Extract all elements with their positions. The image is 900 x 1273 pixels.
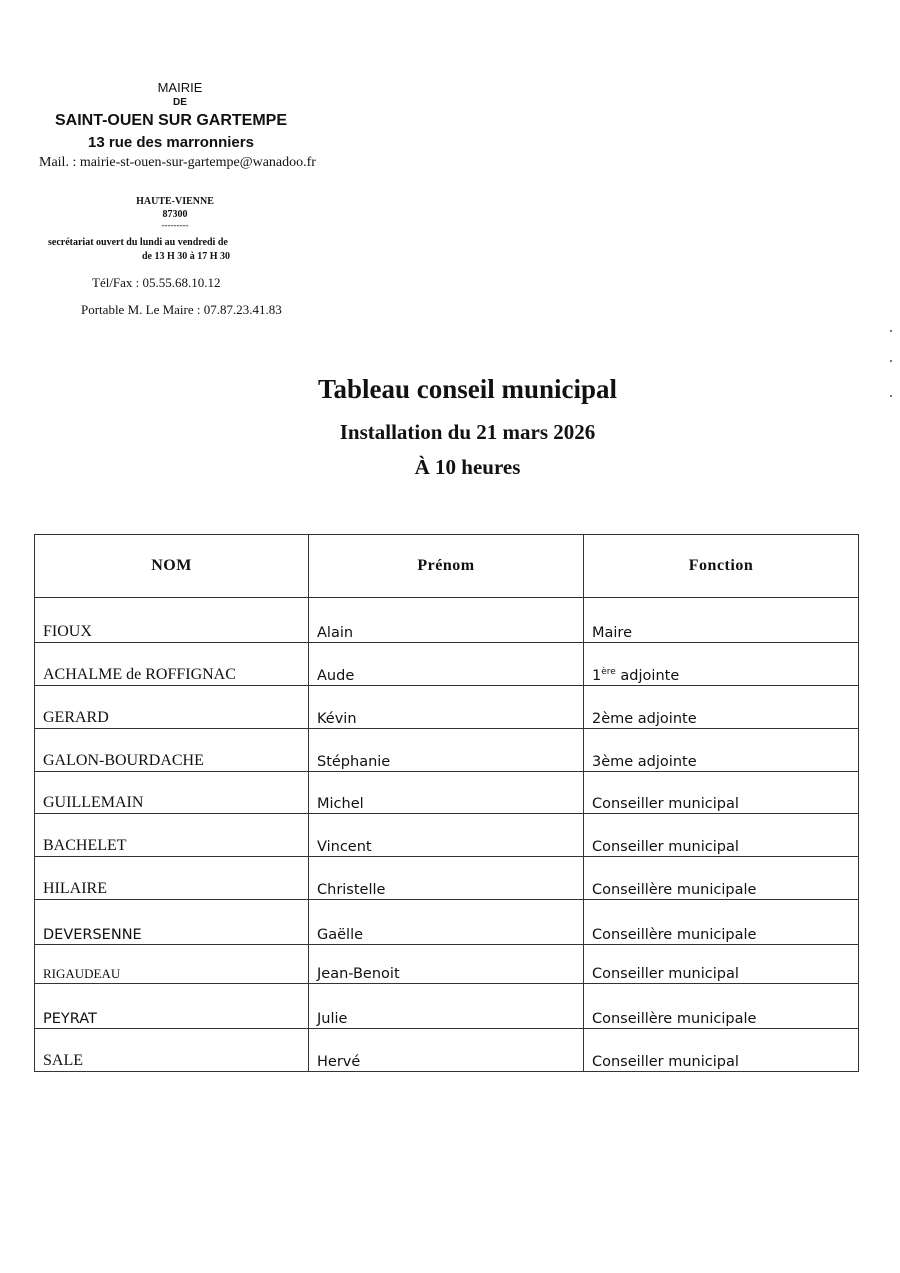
cell-prenom: Gaëlle — [309, 900, 584, 945]
cell-nom: ACHALME de ROFFIGNAC — [35, 643, 309, 686]
cell-nom: HILAIRE — [35, 857, 309, 900]
separator: --------- — [161, 220, 189, 230]
cell-fonction: Conseiller municipal — [584, 772, 859, 814]
scan-mark — [890, 395, 892, 397]
cell-fonction: Conseiller municipal — [584, 945, 859, 984]
cell-prenom: Aude — [309, 643, 584, 686]
table-row — [35, 1029, 859, 1072]
cell-prenom: Jean-Benoit — [309, 945, 584, 984]
table-row — [35, 598, 859, 643]
table-row — [35, 814, 859, 857]
header-prenom: Prénom — [309, 535, 584, 598]
address: 13 rue des marronniers — [88, 134, 254, 151]
cell-fonction: 2ème adjointe — [584, 686, 859, 729]
cell-fonction: Conseillère municipale — [584, 900, 859, 945]
header-nom: NOM — [35, 535, 309, 598]
council-table — [34, 534, 859, 1072]
cell-prenom: Hervé — [309, 1029, 584, 1072]
table-row — [35, 643, 859, 686]
cell-prenom: Julie — [309, 984, 584, 1029]
scan-mark — [890, 360, 892, 362]
cell-nom: SALE — [35, 1029, 309, 1072]
department: HAUTE-VIENNE — [136, 196, 214, 207]
cell-nom: BACHELET — [35, 814, 309, 857]
cell-fonction: Conseillère municipale — [584, 984, 859, 1029]
page-title: Tableau conseil municipal — [317, 374, 618, 404]
table-row — [35, 945, 859, 984]
cell-nom: PEYRAT — [35, 984, 309, 1029]
table-row — [35, 857, 859, 900]
cell-prenom: Christelle — [309, 857, 584, 900]
table-row — [35, 729, 859, 772]
fonction-superscript: ère — [601, 667, 616, 678]
scan-mark — [890, 330, 892, 332]
header-fonction: Fonction — [584, 535, 859, 598]
fonction-number: 1 — [592, 668, 602, 684]
office-hours-line1: secrétariat ouvert du lundi au vendredi de — [48, 237, 228, 248]
table-row — [35, 686, 859, 729]
cell-fonction: Conseiller municipal — [584, 814, 859, 857]
cell-nom: RIGAUDEAU — [35, 945, 309, 984]
mairie-label: MAIRIE — [157, 80, 203, 95]
cell-nom: GERARD — [35, 686, 309, 729]
cell-prenom: Alain — [309, 598, 584, 643]
mail-address: Mail. : mairie-st-ouen-sur-gartempe@wanadoo.fr — [39, 155, 316, 170]
cell-fonction: Conseillère municipale — [584, 857, 859, 900]
cell-fonction — [584, 643, 859, 686]
cell-fonction: Maire — [584, 598, 859, 643]
cell-fonction: Conseiller municipal — [584, 1029, 859, 1072]
cell-prenom: Vincent — [309, 814, 584, 857]
installation-time: À 10 heures — [414, 455, 521, 479]
table-row — [35, 900, 859, 945]
fonction-rest: adjointe — [615, 668, 680, 684]
office-hours-line2: de 13 H 30 à 17 H 30 — [142, 251, 231, 262]
cell-prenom: Kévin — [309, 686, 584, 729]
cell-fonction: 3ème adjointe — [584, 729, 859, 772]
cell-prenom: Michel — [309, 772, 584, 814]
cell-nom: DEVERSENNE — [35, 900, 309, 945]
table-row — [35, 984, 859, 1029]
cell-nom: GUILLEMAIN — [35, 772, 309, 814]
phone-fax: Tél/Fax : 05.55.68.10.12 — [92, 275, 221, 290]
postcode: 87300 — [162, 209, 188, 220]
cell-nom: FIOUX — [35, 598, 309, 643]
cell-nom: GALON-BOURDACHE — [35, 729, 309, 772]
cell-prenom: Stéphanie — [309, 729, 584, 772]
commune-name: SAINT-OUEN SUR GARTEMPE — [54, 112, 287, 129]
table-row — [35, 772, 859, 814]
table-header-row — [35, 535, 859, 598]
de-label: DE — [173, 97, 187, 108]
mayor-mobile: Portable M. Le Maire : 07.87.23.41.83 — [81, 302, 282, 317]
installation-date: Installation du 21 mars 2026 — [339, 420, 596, 444]
